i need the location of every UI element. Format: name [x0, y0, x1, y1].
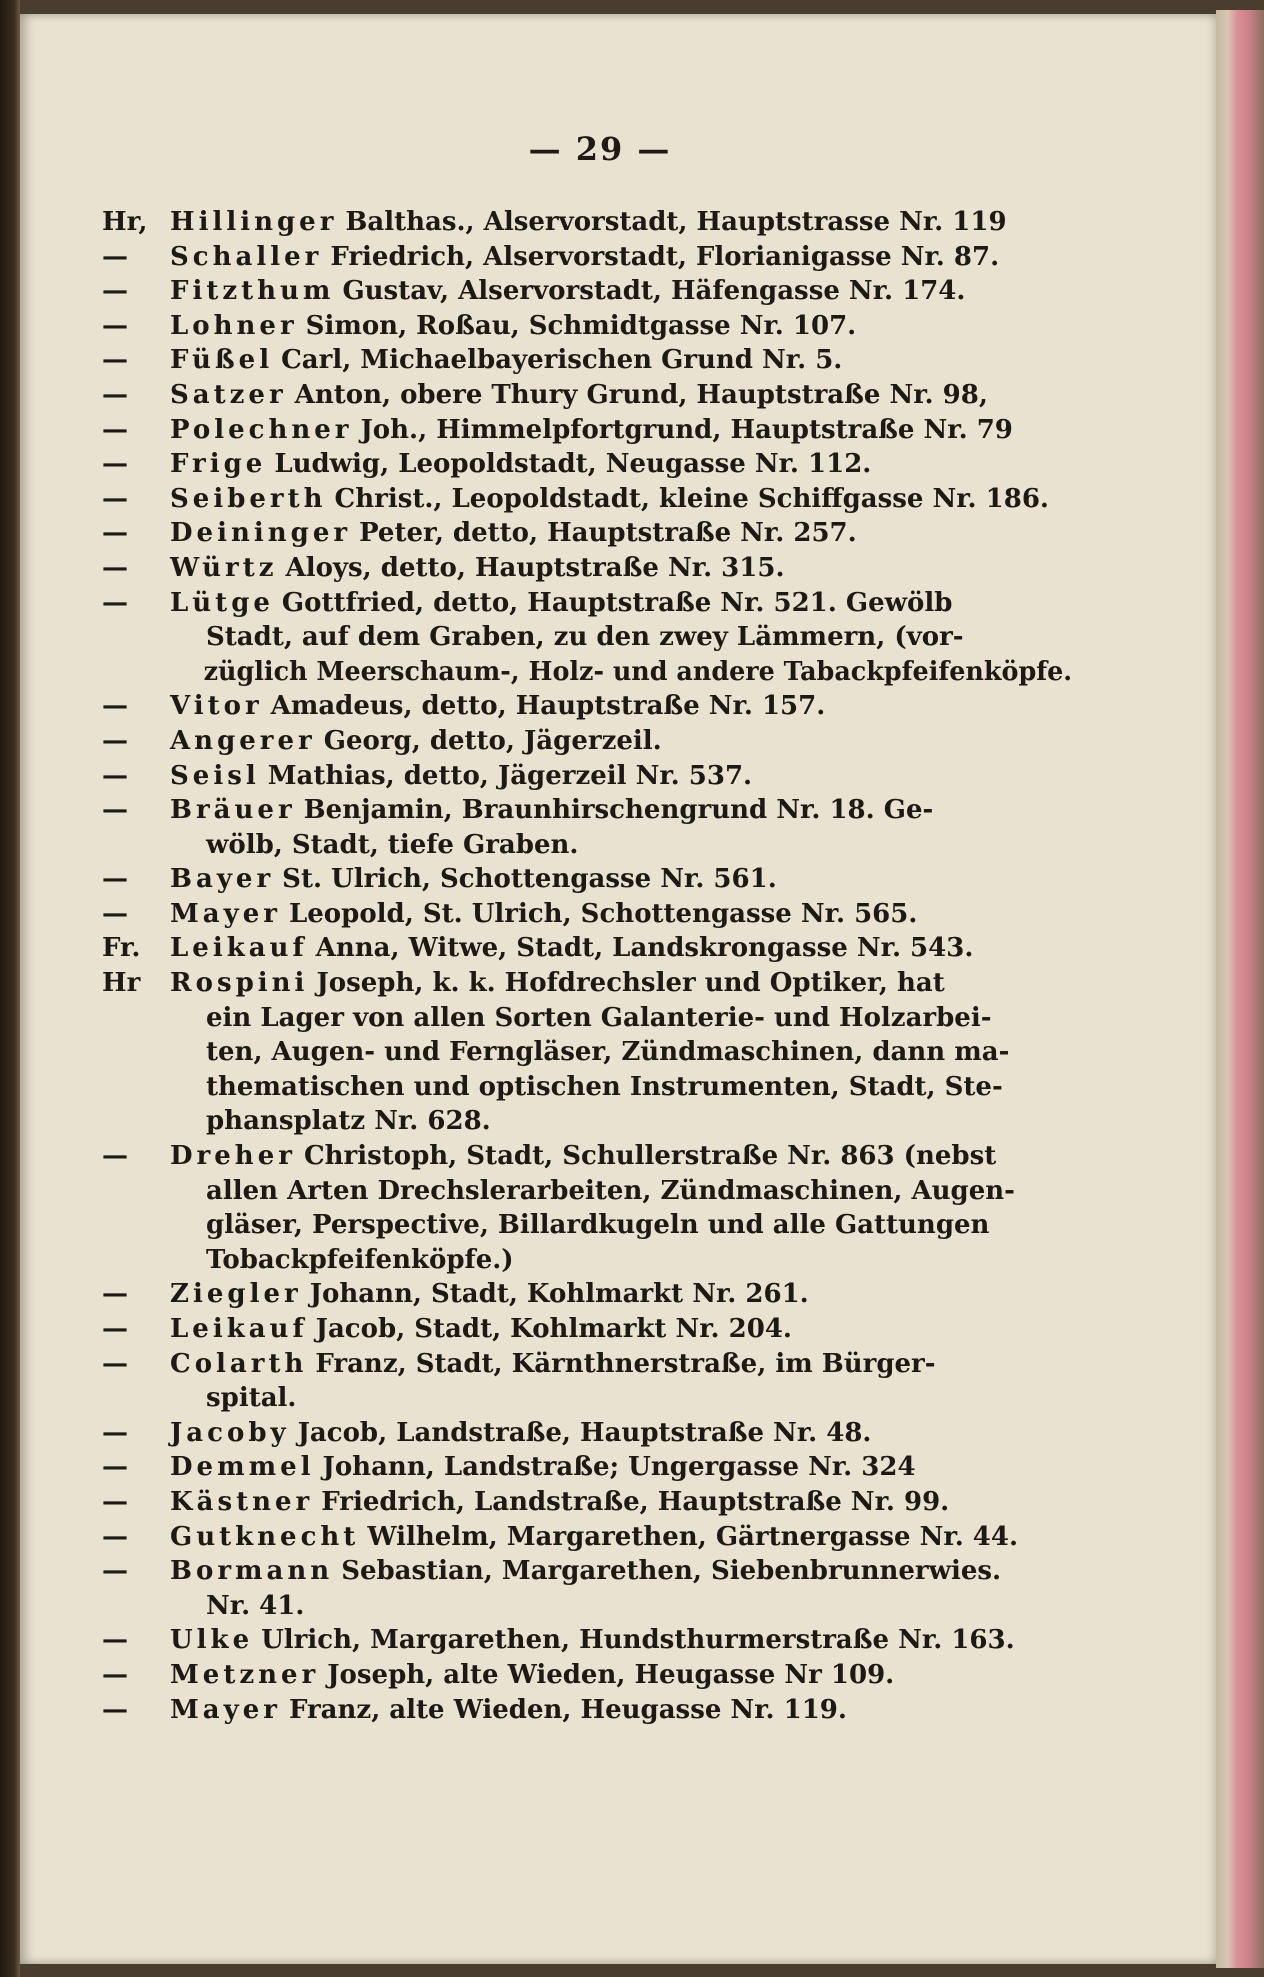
entry-continuation-line [102, 1243, 1072, 1278]
entry-text: Anna, Witwe, Stadt, Landskrongasse Nr. 543. [315, 933, 974, 964]
entry-surname: Leikauf [170, 1314, 308, 1344]
entry-surname: Deininger [170, 518, 352, 549]
entry-prefix: — [102, 345, 128, 376]
entry-line [102, 1450, 1072, 1485]
entry-text: St. Ulrich, Schottengasse Nr. 561. [282, 864, 777, 895]
entry-prefix: — [102, 518, 128, 549]
entry-prefix: — [102, 1521, 128, 1552]
entry-prefix: — [102, 725, 128, 756]
entry-line [102, 1277, 1072, 1312]
entry-surname: Frige [170, 449, 267, 480]
entry-text: gläser, Perspective, Billardkugeln und alle Gattungen [206, 1210, 990, 1241]
entry-line [102, 1623, 1072, 1658]
entry-surname: Lohner [170, 310, 298, 341]
entry-text: Gottfried, detto, Hauptstraße Nr. 521. Gewölb [281, 587, 953, 618]
entry-prefix: — [102, 276, 128, 307]
entry-continuation-line [102, 1070, 1072, 1105]
entry-surname: Dreher [170, 1141, 296, 1172]
entry-line [102, 1312, 1072, 1347]
entry-continuation-line [102, 828, 1072, 863]
entry-surname: Satzer [170, 379, 287, 410]
entry-text: Jacob, Stadt, Kohlmarkt Nr. 204. [315, 1314, 792, 1344]
entry-text: thematischen und optischen Instrumenten, Stadt, Ste- [206, 1071, 1003, 1102]
entry-line [102, 1485, 1072, 1520]
entry-prefix: — [102, 1417, 128, 1448]
entry-prefix: — [102, 241, 128, 272]
entry-line [102, 966, 1072, 1001]
entry-line [102, 1416, 1072, 1451]
entry-continuation-line [102, 655, 1073, 690]
entry-text: Leopold, St. Ulrich, Schottengasse Nr. 565. [288, 898, 918, 929]
entry-prefix: — [102, 1348, 128, 1379]
entry-text: phansplatz Nr. 628. [206, 1106, 491, 1137]
entry-continuation-line [102, 1381, 1072, 1416]
entry-continuation-line [102, 1001, 1072, 1036]
entry-line [102, 447, 1072, 482]
entry-line [102, 1347, 1072, 1382]
entry-continuation-line [102, 1208, 1072, 1243]
entry-text: ten, Augen- und Ferngläser, Zündmaschinen, dann ma- [206, 1037, 1010, 1068]
entry-text: allen Arten Drechslerarbeiten, Zündmaschinen, Augen- [206, 1175, 1015, 1206]
entry-surname: Ulke [170, 1625, 254, 1656]
entry-surname: Schaller [170, 241, 323, 272]
entry-prefix: — [102, 1486, 128, 1517]
entry-continuation-line [102, 1589, 1072, 1624]
entry-prefix: — [102, 1314, 128, 1344]
entry-prefix: — [102, 1625, 128, 1656]
entry-text: Ludwig, Leopoldstadt, Neugasse Nr. 112. [274, 449, 872, 480]
entry-text: spital. [206, 1383, 297, 1414]
entry-text: Tobackpfeifenköpfe.) [206, 1244, 514, 1275]
entry-line [102, 1520, 1072, 1555]
entry-line [102, 586, 1072, 621]
entry-surname: Bormann [170, 1556, 334, 1587]
entry-surname: Seisl [170, 760, 260, 791]
entry-surname: Metzner [170, 1659, 320, 1690]
entry-line [102, 1693, 1072, 1728]
entry-prefix: — [102, 795, 128, 826]
entry-prefix: — [102, 691, 128, 722]
entry-text: Joh., Himmelpfortgrund, Hauptstraße Nr. 79 [360, 414, 1013, 445]
entry-prefix: — [102, 864, 128, 895]
entry-text: Friedrich, Landstraße, Hauptstraße Nr. 99. [321, 1486, 950, 1517]
entry-prefix: — [102, 1452, 128, 1483]
directory-entries [102, 205, 1072, 1727]
entry-text: Franz, Stadt, Kärnthnerstraße, im Bürger- [315, 1348, 936, 1379]
entry-text: Friedrich, Alservorstadt, Florianigasse Nr. 87. [330, 241, 1000, 272]
folio-dash-left: — [528, 130, 563, 168]
entry-surname: Demmel [170, 1452, 315, 1483]
entry-line [102, 551, 1072, 586]
entry-text: Ulrich, Margarethen, Hundsthurmerstraße Nr. 163. [261, 1625, 1015, 1656]
entry-text: Gustav, Alservorstadt, Häfengasse Nr. 174. [342, 276, 966, 307]
entry-text: Mathias, detto, Jägerzeil Nr. 537. [267, 760, 753, 791]
entry-line [102, 759, 1072, 794]
entry-text: wölb, Stadt, tiefe Graben. [206, 829, 579, 860]
entry-surname: Leikauf [170, 933, 308, 964]
entry-surname: Mayer [170, 898, 281, 929]
entry-text: Jacob, Landstraße, Hauptstraße Nr. 48. [297, 1417, 872, 1448]
entry-text: Simon, Roßau, Schmidtgasse Nr. 107. [305, 310, 857, 341]
entry-line [102, 274, 1072, 309]
entry-prefix: — [102, 1659, 128, 1690]
entry-prefix: Fr. [102, 933, 141, 964]
entry-line [102, 343, 1072, 378]
entry-surname: Bräuer [170, 795, 296, 826]
entry-text: Benjamin, Braunhirschengrund Nr. 18. Ge- [303, 795, 934, 826]
entry-surname: Lütge [170, 587, 274, 618]
entry-text: Christoph, Stadt, Schullerstraße Nr. 863 (nebst [303, 1141, 997, 1172]
entry-prefix: — [102, 760, 128, 791]
entry-continuation-line [102, 1035, 1072, 1070]
entry-line [102, 862, 1072, 897]
entry-surname: Rospini [170, 968, 309, 999]
entry-prefix: — [102, 1694, 128, 1725]
entry-surname: Gutknecht [170, 1521, 360, 1552]
entry-surname: Vitor [170, 691, 263, 722]
entry-text: Christ., Leopoldstadt, kleine Schiffgasse Nr. 186. [334, 483, 1049, 514]
entry-prefix: — [102, 310, 128, 341]
entry-surname: Hillinger [170, 207, 338, 237]
entry-line [102, 482, 1072, 517]
entry-prefix: — [102, 1279, 128, 1310]
entry-text: Aloys, detto, Hauptstraße Nr. 315. [285, 552, 785, 583]
book-spine [0, 0, 20, 1977]
entry-text: Wilhelm, Margarethen, Gärtnergasse Nr. 44. [367, 1521, 1019, 1552]
entry-surname: Seiberth [170, 483, 327, 514]
entry-text: Joseph, k. k. Hofdrechsler und Optiker, hat [316, 968, 945, 999]
entry-line [102, 931, 1072, 966]
entry-continuation-line [102, 1104, 1072, 1139]
entry-line [102, 1139, 1072, 1174]
entry-line [102, 240, 1072, 275]
entry-prefix: Hr [102, 968, 141, 999]
entry-surname: Würtz [170, 552, 278, 583]
entry-surname: Ziegler [170, 1279, 302, 1310]
entry-surname: Fitzthum [170, 276, 335, 307]
entry-text: züglich Meerschaum-, Holz- und andere Tabackpfeifenköpfe. [203, 656, 1073, 687]
entry-prefix: — [102, 587, 128, 618]
entry-text: Anton, obere Thury Grund, Hauptstraße Nr. 98, [294, 379, 988, 410]
entry-line [102, 1554, 1072, 1589]
entry-text: Johann, Landstraße; Ungergasse Nr. 324 [322, 1452, 916, 1483]
entry-line [102, 516, 1072, 551]
entry-text: Franz, alte Wieden, Heugasse Nr. 119. [288, 1694, 847, 1725]
entry-line [102, 205, 1072, 240]
entry-line [102, 724, 1072, 759]
entry-surname: Polechner [170, 414, 353, 445]
entry-text: Balthas., Alservorstadt, Hauptstrasse Nr. 119 [345, 207, 1007, 237]
entry-text: ein Lager von allen Sorten Galanterie- und Holzarbei- [206, 1002, 992, 1033]
entry-prefix: — [102, 552, 128, 583]
entry-continuation-line [102, 1174, 1072, 1209]
page-number [440, 130, 760, 168]
entry-prefix: — [102, 1556, 128, 1587]
entry-surname: Colarth [170, 1348, 308, 1379]
entry-surname: Bayer [170, 864, 275, 895]
entry-prefix: — [102, 414, 128, 445]
entry-surname: Angerer [170, 725, 316, 756]
entry-continuation-line [102, 620, 1072, 655]
entry-prefix: — [102, 483, 128, 514]
folio-dash-right: — [637, 130, 672, 168]
entry-text: Joseph, alte Wieden, Heugasse Nr 109. [327, 1659, 895, 1690]
entry-prefix: — [102, 379, 128, 410]
entry-prefix: Hr, [102, 207, 148, 237]
entry-line [102, 793, 1072, 828]
entry-text: Stadt, auf dem Graben, zu den zwey Lämmern, (vor- [206, 622, 964, 653]
entry-surname: Füßel [170, 345, 274, 376]
entry-line [102, 413, 1072, 448]
entry-text: Amadeus, detto, Hauptstraße Nr. 157. [270, 691, 826, 722]
entry-text: Sebastian, Margarethen, Siebenbrunnerwies. [341, 1556, 1002, 1587]
entry-prefix: — [102, 1141, 128, 1172]
entry-line [102, 378, 1072, 413]
entry-text: Nr. 41. [206, 1590, 305, 1621]
entry-text: Peter, detto, Hauptstraße Nr. 257. [359, 518, 857, 549]
page-edge [1216, 10, 1264, 1968]
entry-text: Johann, Stadt, Kohlmarkt Nr. 261. [309, 1279, 809, 1310]
entry-prefix: — [102, 898, 128, 929]
entry-prefix: — [102, 449, 128, 480]
entry-surname: Mayer [170, 1694, 281, 1725]
entry-text: Georg, detto, Jägerzeil. [323, 725, 662, 756]
entry-surname: Jacoby [170, 1417, 290, 1448]
entry-line [102, 1658, 1072, 1693]
entry-text: Carl, Michaelbayerischen Grund Nr. 5. [281, 345, 843, 376]
entry-line [102, 309, 1072, 344]
entry-line [102, 689, 1072, 724]
folio-number: 29 [575, 130, 625, 168]
entry-surname: Kästner [170, 1486, 314, 1517]
entry-line [102, 897, 1072, 932]
